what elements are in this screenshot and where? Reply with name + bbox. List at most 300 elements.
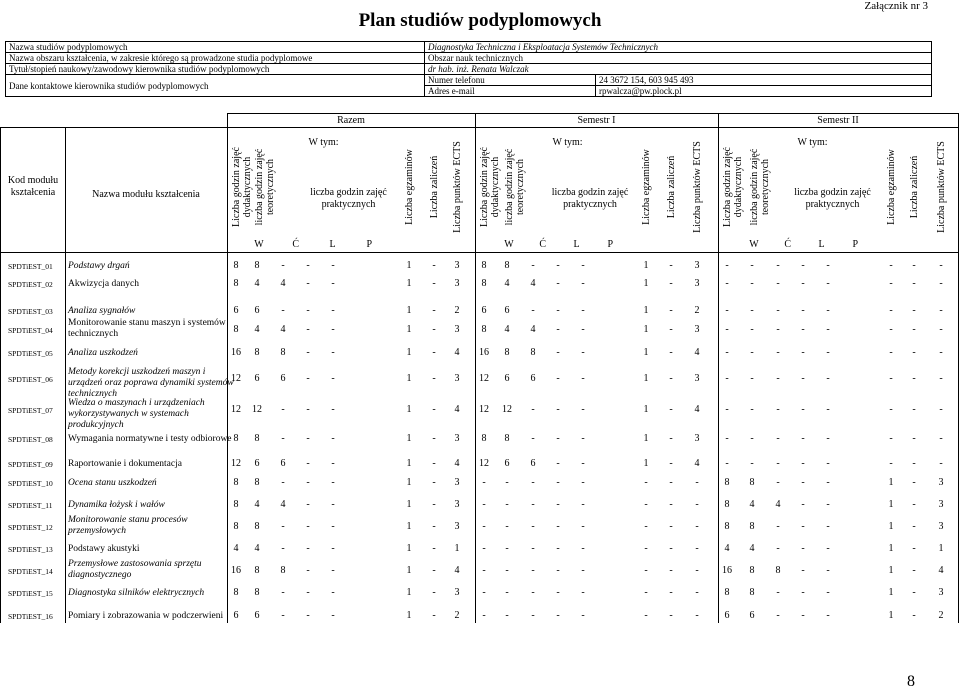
cell-value: - [801,565,805,576]
cell-value: - [306,433,310,444]
cell-value: 1 [406,458,412,469]
cell-value: - [482,565,486,576]
cell-value: 3 [454,433,460,444]
cell-value: - [556,347,560,358]
sub-column-l: L [573,239,580,250]
cell-value: 4 [280,499,286,510]
cell-value: - [750,347,754,358]
cell-value: - [669,373,673,384]
cell-value: 12 [479,458,489,469]
cell-value: - [826,433,830,444]
cell-value: 8 [233,499,239,510]
page-number: 8 [907,673,915,690]
cell-value: 1 [888,521,894,532]
cell-value: - [581,260,585,271]
cell-value: 8 [481,260,487,271]
total-hours-header: Liczba godzin zajęć dydaktycznych [479,147,501,227]
cell-value: - [331,433,335,444]
cell-value: 8 [254,587,260,598]
cell-value: 4 [504,324,510,335]
cell-value: 8 [280,565,286,576]
info-label: Dane kontaktowe kierownika studiów podyplomowych [6,75,425,97]
cell-value: 3 [454,260,460,271]
credits-header: Liczba zaliczeń [909,155,920,219]
cell-value: - [432,373,436,384]
cell-value: 8 [530,347,536,358]
cell-value: 16 [479,347,489,358]
cell-value: 8 [724,521,730,532]
cell-value: - [695,499,699,510]
cell-value: - [912,373,916,384]
grid-line [718,113,719,623]
grid-line [475,113,476,623]
cell-value: 8 [254,521,260,532]
cell-value: - [669,324,673,335]
module-code: SPDTiEST_01 [8,262,53,271]
cell-value: - [505,610,509,621]
info-value: Diagnostyka Techniczna i Eksploatacja Systemów Technicznych [425,42,932,53]
cell-value: 6 [481,305,487,316]
cell-value: 2 [454,610,460,621]
cell-value: - [306,404,310,415]
cell-value: - [776,433,780,444]
cell-value: - [306,305,310,316]
cell-value: - [306,521,310,532]
cell-value: - [306,373,310,384]
cell-value: - [556,458,560,469]
cell-value: 6 [724,610,730,621]
cell-value: 8 [481,433,487,444]
cell-value: 8 [233,278,239,289]
cell-value: - [750,305,754,316]
cell-value: - [556,587,560,598]
cell-value: 3 [454,324,460,335]
cell-value: - [556,278,560,289]
cell-value: - [432,521,436,532]
cell-value: - [912,324,916,335]
cell-value: - [912,458,916,469]
cell-value: - [482,477,486,488]
grid-line [65,127,66,623]
cell-value: - [556,499,560,510]
cell-value: - [505,565,509,576]
cell-value: - [801,404,805,415]
module-name: Dynamika łożysk i wałów [68,500,165,510]
cell-value: 8 [749,587,755,598]
cell-value: 4 [454,404,460,415]
cell-value: - [776,373,780,384]
cell-value: - [669,433,673,444]
cell-value: - [432,404,436,415]
cell-value: 1 [888,610,894,621]
cell-value: 1 [406,433,412,444]
cell-value: - [725,404,729,415]
cell-value: - [750,433,754,444]
cell-value: 8 [233,477,239,488]
cell-value: - [306,278,310,289]
module-name: Monitorowanie stanu maszyn i systemów technicznych [68,318,226,339]
cell-value: - [669,543,673,554]
cell-value: - [912,543,916,554]
info-value: Numer telefonu [425,75,596,86]
module-name: Monitorowanie stanu procesów przemysłowych [68,515,188,536]
cell-value: - [581,347,585,358]
cell-value: - [581,521,585,532]
cell-value: - [306,477,310,488]
cell-value: - [644,477,648,488]
exams-header: Liczba egzaminów [404,149,415,225]
module-name: Analiza uszkodzeń [68,348,138,358]
w-tym-label: W tym: [797,137,828,148]
cell-value: - [505,499,509,510]
cell-value: - [432,587,436,598]
cell-value: - [644,565,648,576]
module-name: Podstawy akustyki [68,544,140,554]
cell-value: 4 [454,347,460,358]
cell-value: - [306,565,310,576]
cell-value: - [725,458,729,469]
cell-value: - [432,477,436,488]
cell-value: 1 [406,373,412,384]
cell-value: - [801,347,805,358]
cell-value: 8 [233,587,239,598]
cell-value: 4 [454,565,460,576]
cell-value: 12 [252,404,262,415]
cell-value: 1 [888,565,894,576]
cell-value: 3 [454,278,460,289]
cell-value: - [281,433,285,444]
cell-value: 8 [254,433,260,444]
cell-value: 1 [643,373,649,384]
cell-value: - [556,404,560,415]
cell-value: 1 [643,458,649,469]
cell-value: 8 [254,565,260,576]
cell-value: 6 [254,305,260,316]
cell-value: - [912,499,916,510]
cell-value: - [889,278,893,289]
cell-value: - [581,477,585,488]
cell-value: - [331,373,335,384]
cell-value: 3 [938,587,944,598]
cell-value: 12 [479,373,489,384]
grid-line [0,252,958,253]
info-label: Nazwa obszaru kształcenia, w zakresie którego są prowadzone studia podyplomowe [6,53,425,64]
cell-value: 16 [722,565,732,576]
cell-value: - [644,543,648,554]
cell-value: 4 [530,324,536,335]
cell-value: 2 [694,305,700,316]
cell-value: - [776,610,780,621]
cell-value: - [669,565,673,576]
practical-hours-header: liczba godzin zajęć praktycznych [551,187,629,210]
code-column-header: Kod modułu kształcenia [7,175,59,198]
cell-value: 8 [504,433,510,444]
cell-value: - [826,477,830,488]
cell-value: - [695,587,699,598]
cell-value: - [432,458,436,469]
cell-value: 1 [888,543,894,554]
cell-value: 6 [280,373,286,384]
module-name: Przemysłowe zastosowania sprzętu diagnostycznego [68,559,202,580]
cell-value: - [776,278,780,289]
cell-value: - [432,565,436,576]
cell-value: - [776,477,780,488]
cell-value: - [939,260,943,271]
cell-value: 16 [231,347,241,358]
cell-value: 1 [406,587,412,598]
info-label: Tytuł/stopień naukowy/zawodowy kierownika studiów podyplomowych [6,64,425,75]
cell-value: - [725,278,729,289]
cell-value: 4 [254,324,260,335]
cell-value: - [826,305,830,316]
module-name: Pomiary i zobrazowania w podczerwieni [68,611,224,621]
cell-value: 3 [694,373,700,384]
cell-value: - [801,587,805,598]
module-name: Raportowanie i dokumentacja [68,459,182,469]
cell-value: - [750,373,754,384]
credits-header: Liczba zaliczeń [666,155,677,219]
cell-value: 8 [254,260,260,271]
cell-value: 3 [454,587,460,598]
module-code: SPDTiEST_05 [8,349,53,358]
name-column-header: Nazwa modułu kształcenia [92,189,200,200]
practical-hours-header: liczba godzin zajęć praktycznych [794,187,871,210]
cell-value: 1 [454,543,460,554]
cell-value: - [826,499,830,510]
cell-value: - [531,521,535,532]
cell-value: - [776,324,780,335]
cell-value: 8 [233,260,239,271]
cell-value: 1 [406,404,412,415]
sub-column-c: Ć [784,239,792,250]
cell-value: - [331,610,335,621]
cell-value: 3 [694,260,700,271]
cell-value: - [826,458,830,469]
cell-value: - [581,373,585,384]
cell-value: - [750,458,754,469]
cell-value: 1 [643,278,649,289]
cell-value: - [432,499,436,510]
cell-value: 8 [280,347,286,358]
info-value: Obszar nauk technicznych [425,53,932,64]
cell-value: - [889,458,893,469]
practical-hours-header: liczba godzin zajęć praktycznych [310,187,387,210]
cell-value: - [281,543,285,554]
cell-value: - [331,347,335,358]
cell-value: - [432,260,436,271]
cell-value: - [669,278,673,289]
cell-value: 4 [504,278,510,289]
cell-value: - [505,521,509,532]
cell-value: - [331,260,335,271]
cell-value: - [826,373,830,384]
cell-value: - [750,278,754,289]
cell-value: 3 [694,324,700,335]
cell-value: 1 [406,278,412,289]
cell-value: 6 [280,458,286,469]
cell-value: 3 [938,477,944,488]
module-code: SPDTiEST_13 [8,545,53,554]
cell-value: - [669,521,673,532]
cell-value: - [331,499,335,510]
cell-value: 6 [504,305,510,316]
grid-line [958,113,959,623]
cell-value: 4 [454,458,460,469]
module-code: SPDTiEST_15 [8,589,53,598]
cell-value: 1 [406,260,412,271]
info-row [6,53,932,64]
cell-value: 4 [749,543,755,554]
cell-value: - [912,404,916,415]
cell-value: - [581,324,585,335]
cell-value: - [581,565,585,576]
cell-value: 3 [694,278,700,289]
cell-value: 4 [694,458,700,469]
cell-value: 1 [938,543,944,554]
total-hours-header: Liczba godzin zajęć dydaktycznych [722,147,744,227]
cell-value: - [556,433,560,444]
cell-value: - [776,543,780,554]
annex-label: Załącznik nr 3 [864,0,928,12]
cell-value: 6 [504,373,510,384]
cell-value: - [281,587,285,598]
cell-value: 1 [643,404,649,415]
cell-value: - [801,305,805,316]
cell-value: - [695,543,699,554]
ects-header: Liczba punktów ECTS [692,141,703,233]
cell-value: - [826,587,830,598]
cell-value: 8 [749,565,755,576]
info-value: Adres e-mail [425,86,596,97]
cell-value: 8 [749,477,755,488]
sub-column-l: L [818,239,825,250]
theory-hours-header: liczba godzin zajęć teoretycznych [749,148,771,226]
cell-value: - [531,610,535,621]
cell-value: 6 [254,373,260,384]
cell-value: 1 [643,433,649,444]
cell-value: - [331,305,335,316]
cell-value: - [801,610,805,621]
cell-value: - [581,543,585,554]
cell-value: 6 [254,610,260,621]
cell-value: 6 [530,458,536,469]
cell-value: 6 [749,610,755,621]
sub-column-l: L [329,239,336,250]
cell-value: 12 [231,404,241,415]
cell-value: - [912,610,916,621]
cell-value: - [306,324,310,335]
module-name: Akwizycja danych [68,279,139,289]
cell-value: - [912,347,916,358]
cell-value: 8 [233,521,239,532]
exams-header: Liczba egzaminów [641,149,652,225]
cell-value: 4 [775,499,781,510]
cell-value: - [306,347,310,358]
cell-value: - [939,347,943,358]
w-tym-label: W tym: [308,137,339,148]
sub-column-p: P [607,239,614,250]
cell-value: - [939,373,943,384]
sub-column-w: W [504,239,514,250]
cell-value: - [801,458,805,469]
cell-value: - [912,260,916,271]
cell-value: 1 [406,543,412,554]
cell-value: - [331,278,335,289]
cell-value: 1 [406,305,412,316]
cell-value: 3 [454,499,460,510]
module-name: Wiedza o maszynach i urządzeniach wykorzystywanych w systemach produkcyjnych [68,398,205,430]
sub-column-w: W [254,239,264,250]
cell-value: - [826,260,830,271]
cell-value: - [826,347,830,358]
cell-value: 12 [231,373,241,384]
cell-value: - [331,324,335,335]
cell-value: 4 [749,499,755,510]
module-name: Analiza sygnałów [68,306,136,316]
cell-value: 8 [724,587,730,598]
module-code: SPDTiEST_06 [8,375,53,384]
cell-value: 4 [724,543,730,554]
module-name: Podstawy drgań [68,261,130,271]
cell-value: - [556,324,560,335]
module-code: SPDTiEST_09 [8,460,53,469]
cell-value: - [826,521,830,532]
cell-value: 1 [406,521,412,532]
cell-value: - [939,458,943,469]
cell-value: 4 [280,278,286,289]
cell-value: - [432,543,436,554]
cell-value: 16 [231,565,241,576]
cell-value: 3 [454,373,460,384]
cell-value: 1 [406,347,412,358]
module-code: SPDTiEST_02 [8,280,53,289]
cell-value: - [912,278,916,289]
semester-2-header: Semestr II [817,115,859,126]
cell-value: 12 [502,404,512,415]
info-table [5,41,932,97]
cell-value: 1 [406,565,412,576]
cell-value: - [531,305,535,316]
cell-value: 8 [504,347,510,358]
cell-value: - [531,587,535,598]
module-code: SPDTiEST_11 [8,501,53,510]
cell-value: 1 [888,499,894,510]
cell-value: 4 [254,499,260,510]
cell-value: - [889,324,893,335]
cell-value: - [581,610,585,621]
cell-value: - [581,458,585,469]
cell-value: 1 [888,477,894,488]
cell-value: 2 [454,305,460,316]
cell-value: - [669,347,673,358]
cell-value: 4 [694,347,700,358]
total-hours-header: Liczba godzin zajęć dydaktycznych [231,147,253,227]
cell-value: - [776,587,780,598]
module-code: SPDTiEST_10 [8,479,53,488]
cell-value: - [889,305,893,316]
cell-value: - [505,543,509,554]
cell-value: - [939,324,943,335]
cell-value: - [801,278,805,289]
cell-value: - [531,499,535,510]
cell-value: 4 [530,278,536,289]
cell-value: - [505,477,509,488]
cell-value: - [669,477,673,488]
cell-value: - [801,499,805,510]
cell-value: - [281,521,285,532]
cell-value: - [826,543,830,554]
cell-value: - [644,499,648,510]
